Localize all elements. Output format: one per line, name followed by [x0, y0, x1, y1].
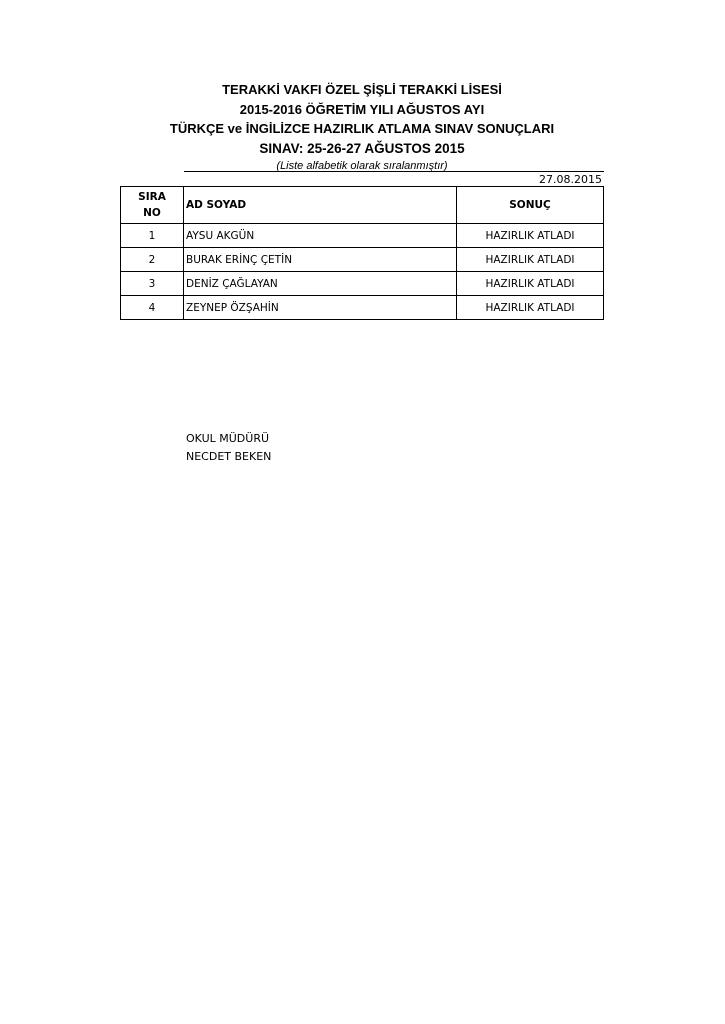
signature-title: OKUL MÜDÜRÜ	[186, 432, 270, 445]
row-number: 2	[121, 248, 184, 272]
table-row	[121, 272, 604, 296]
table-row	[121, 248, 604, 272]
result-value: HAZIRLIK ATLADI	[457, 272, 604, 296]
row-number: 3	[121, 272, 184, 296]
school-name: TERAKKİ VAKFI ÖZEL ŞİŞLİ TERAKKİ LİSESİ	[222, 82, 502, 97]
document-date: 27.08.2015	[539, 173, 602, 186]
signature-name: NECDET BEKEN	[186, 450, 272, 463]
student-name: AYSU AKGÜN	[184, 224, 457, 248]
row-number: 4	[121, 296, 184, 320]
table-row	[121, 296, 604, 320]
exam-dates: SINAV: 25-26-27 AĞUSTOS 2015	[259, 140, 465, 156]
signature-block	[186, 430, 271, 466]
document-header	[120, 80, 604, 173]
result-value: HAZIRLIK ATLADI	[457, 224, 604, 248]
result-value: HAZIRLIK ATLADI	[457, 296, 604, 320]
table-row	[121, 224, 604, 248]
column-header-result: SONUÇ	[457, 187, 604, 224]
column-header-no-line1: SIRA	[138, 191, 166, 203]
table-header-row	[121, 187, 604, 224]
student-name: DENİZ ÇAĞLAYAN	[184, 272, 457, 296]
column-header-no	[121, 187, 184, 224]
results-table	[120, 186, 604, 320]
academic-year: 2015-2016 ÖĞRETİM YILI AĞUSTOS AYI	[239, 101, 485, 117]
list-note: (Liste alfabetik olarak sıralanmıştır)	[276, 159, 448, 172]
student-name: ZEYNEP ÖZŞAHİN	[184, 296, 457, 320]
row-number: 1	[121, 224, 184, 248]
exam-title: TÜRKÇE ve İNGİLİZCE HAZIRLIK ATLAMA SINAV SONUÇLARI	[169, 121, 555, 136]
column-header-name: AD SOYAD	[184, 187, 457, 224]
result-value: HAZIRLIK ATLADI	[457, 248, 604, 272]
student-name: BURAK ERİNÇ ÇETİN	[184, 248, 457, 272]
column-header-no-line2: NO	[143, 207, 161, 219]
